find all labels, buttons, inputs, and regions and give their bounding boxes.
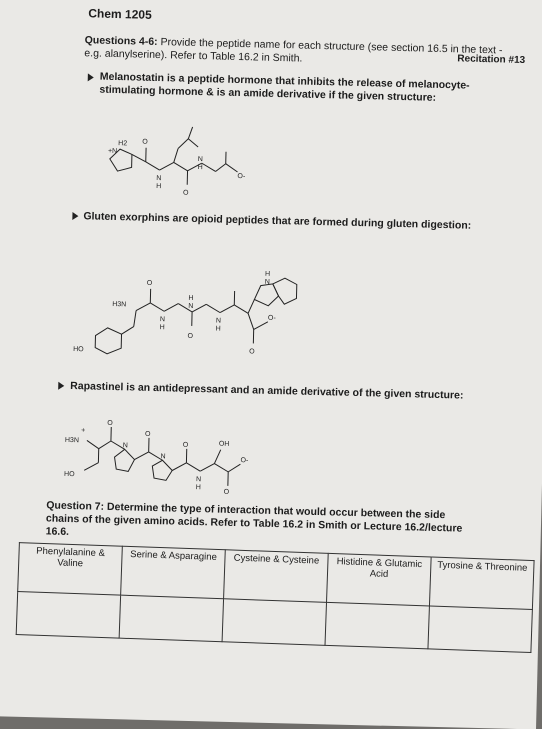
question-7: Question 7: Determine the type of interaction that would occur between the side chains of the given amino acids. Refer to Table 16.2 in Smith or Lecture 16.2/lecture 16.6. (46, 499, 467, 548)
rap-label-ominus: O- (240, 457, 249, 464)
mel-label-n3: N (198, 156, 203, 163)
table-header-cell: Cysteine & Cysteine (224, 550, 329, 603)
mel-label-n: +N (108, 148, 117, 155)
questions-4-6-text: Provide the peptide name for each structure (see section 16.5 in the text -e.g. alanylserine). Refer to Table 16.2 in Smith. (84, 36, 502, 64)
questions-4-6-label: Questions 4-6: (85, 34, 158, 48)
table-header-cell: Histidine & Glutamic Acid (327, 553, 432, 606)
rap-label-oh: OH (219, 441, 230, 448)
rap-label-n3: N (196, 476, 201, 483)
answer-cell[interactable] (16, 592, 120, 639)
bullet-icon (58, 382, 64, 390)
table-header-cell: Tyrosine & Threonine (429, 557, 534, 610)
mel-label-h1: H (156, 183, 161, 190)
rapastinel-description: Rapastinel is an antidepressant and an amide derivative of the given structure: (70, 380, 470, 403)
rap-label-o1: O (107, 420, 113, 427)
answer-cell[interactable] (325, 602, 429, 649)
recitation-number: Recitation #13 (457, 53, 525, 66)
glu-label-n3: N (216, 318, 221, 325)
rap-label-o2: O (145, 431, 151, 438)
glu-label-n1: N (160, 316, 165, 323)
table-header-cell: Serine & Asparagine (121, 546, 226, 599)
mel-label-ominus: O- (237, 173, 246, 180)
rap-label-ho: HO (64, 471, 75, 478)
glu-label-n4: N (265, 279, 270, 286)
questions-4-6 (84, 34, 505, 70)
rap-label-o3: O (183, 442, 189, 449)
table-header-cell: Phenylalanine & Valine (18, 543, 123, 596)
bullet-icon (88, 73, 94, 81)
interaction-table (16, 542, 535, 653)
glu-label-h4: H (265, 271, 270, 278)
glu-label-ho: HO (73, 346, 84, 353)
gluten-structure (73, 253, 326, 369)
mel-label-o1: O (142, 139, 148, 146)
bullet-icon (72, 212, 78, 220)
rap-label-o4: O (224, 489, 230, 496)
mel-label-h2b: H (198, 164, 203, 171)
answer-cell[interactable] (119, 595, 223, 642)
rap-label-h: H (196, 484, 201, 491)
rap-label-n1: N (123, 442, 128, 449)
glu-label-n2: N (188, 303, 193, 310)
answer-cell[interactable] (222, 599, 326, 646)
mel-label-h2: H2 (118, 140, 127, 147)
glu-label-o1: O (147, 280, 153, 287)
mel-label-o2: O (183, 190, 189, 197)
gluten-description: Gluten exorphins are opioid peptides that are formed during gluten digestion: (83, 210, 483, 233)
melanostatin-description: Melanostatin is a peptide hormone that inhibits the release of melanocyte-stimulating hormone & is an amide derivative if the given structure: (99, 71, 500, 107)
rapastinel-structure (64, 418, 266, 493)
glu-label-o3: O (249, 348, 255, 355)
glu-label-h2: H (188, 295, 193, 302)
rap-label-n2: N (160, 453, 165, 460)
glu-label-h1: H (160, 324, 165, 331)
glu-label-h3n: H3N (112, 301, 126, 308)
rap-label-h3n: H3N (65, 437, 79, 444)
glu-label-h3: H (216, 326, 221, 333)
glu-label-ominus: O- (268, 315, 277, 322)
mel-label-n2: N (156, 175, 161, 182)
melanostatin-structure (101, 119, 253, 213)
answer-cell[interactable] (428, 606, 532, 653)
glu-label-o2: O (187, 333, 193, 340)
rap-label-plus: + (81, 427, 85, 434)
course-title: Chem 1205 (88, 6, 152, 22)
